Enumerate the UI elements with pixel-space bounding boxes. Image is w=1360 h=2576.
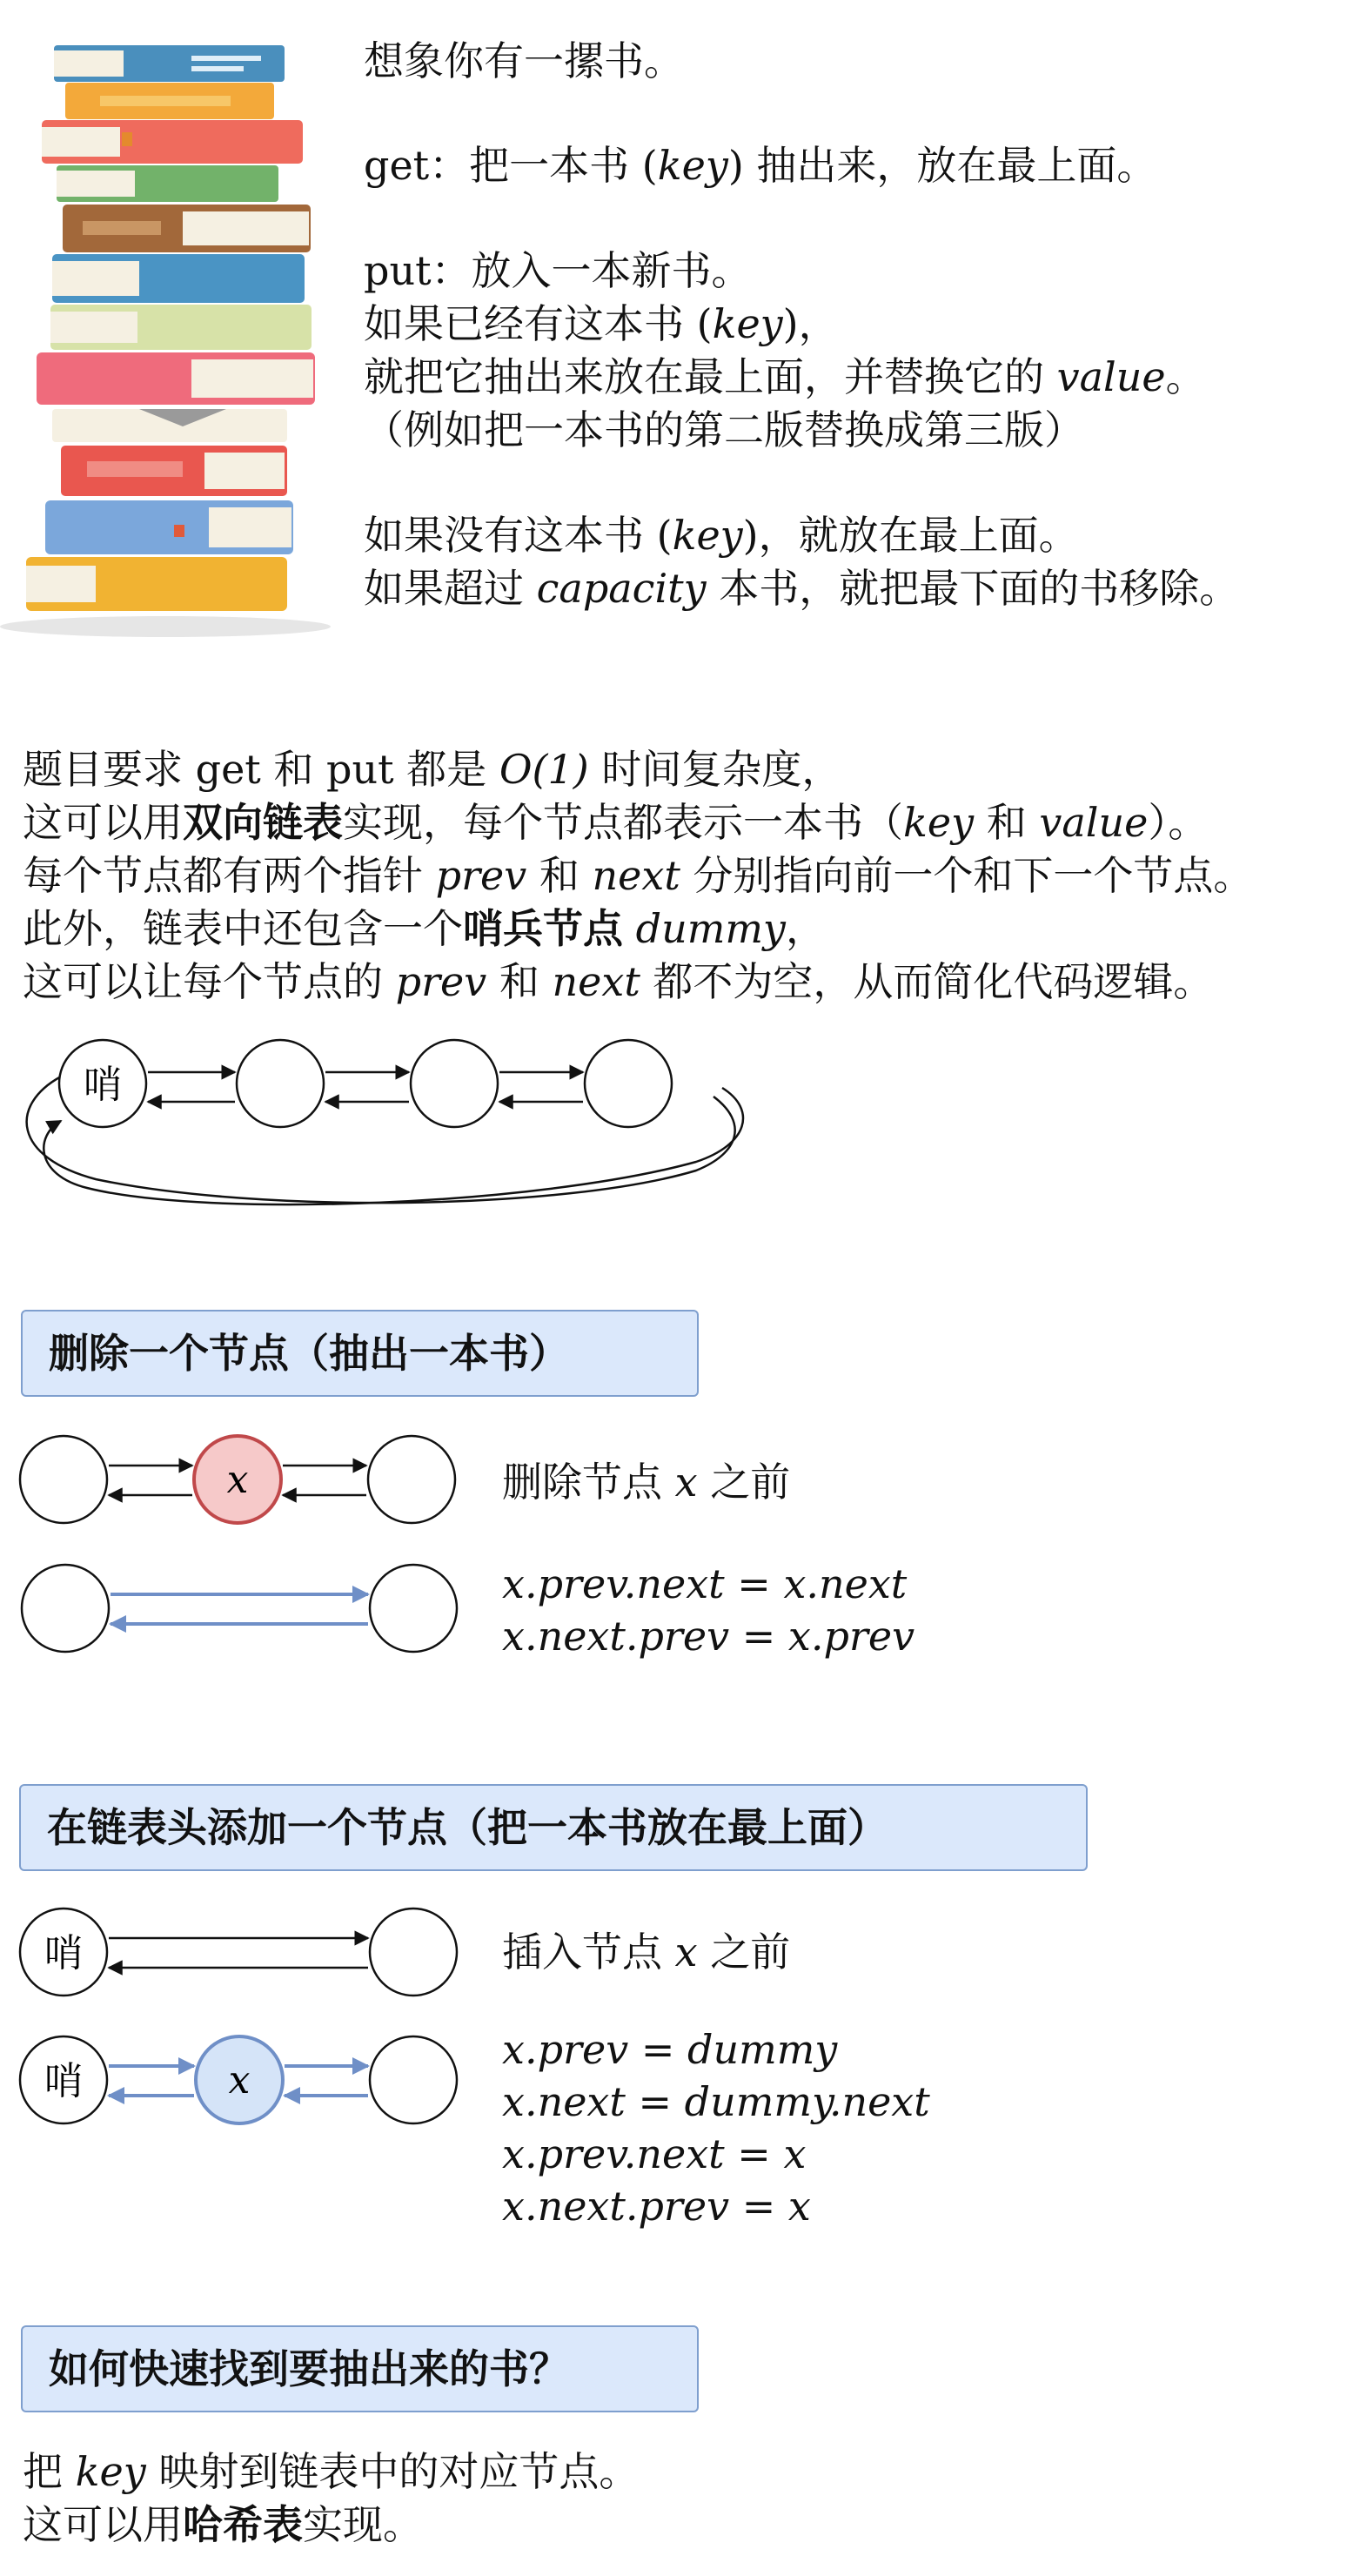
delete-before-caption: 删除节点 x 之前: [502, 1459, 791, 1506]
section-heading-insert: 在链表头添加一个节点（把一本书放在最上面）: [19, 1784, 1088, 1871]
explain-line-1: 题目要求 get 和 put 都是 O(1) 时间复杂度，: [23, 746, 842, 793]
intro-line-capacity: 如果超过 capacity 本书，就把最下面的书移除。: [364, 565, 1240, 612]
delete-before-diagram: [20, 1436, 455, 1523]
delete-after-diagram: [22, 1565, 457, 1652]
find-line-2: 这可以用哈希表实现。: [23, 2501, 423, 2548]
insert-equation-2: x.next = dummy.next: [502, 2078, 930, 2125]
intro-line-get: get：把一本书 (key) 抽出来，放在最上面。: [364, 142, 1157, 189]
list-node-3: [585, 1040, 672, 1127]
explain-line-4: 此外，链表中还包含一个哨兵节点 dummy，: [23, 905, 826, 952]
intro-line-example: （例如把一本书的第二版替换成第三版）: [364, 406, 1084, 453]
intro-line-1: 想象你有一摞书。: [364, 37, 684, 84]
insert-equation-3: x.prev.next = x: [502, 2130, 807, 2177]
insert-equation-1: x.prev = dummy: [502, 2026, 838, 2073]
explain-line-2: 这可以用双向链表实现，每个节点都表示一本书（key 和 value）。: [23, 799, 1209, 846]
node-x-label-2: x: [228, 2058, 251, 2103]
explain-line-5: 这可以让每个节点的 prev 和 next 都不为空，从而简化代码逻辑。: [23, 958, 1214, 1005]
section-heading-find: 如何快速找到要抽出来的书？: [21, 2325, 699, 2412]
node-x-label-1: x: [226, 1458, 249, 1502]
insert-before-caption: 插入节点 x 之前: [502, 1929, 791, 1976]
intro-line-exists: 如果已经有这本书 (key)，: [364, 300, 839, 347]
insert-before-diagram: [20, 1909, 457, 1996]
section-heading-delete: 删除一个节点（抽出一本书）: [21, 1310, 699, 1397]
sentinel-label-2: 哨: [44, 1931, 83, 1976]
explain-line-3: 每个节点都有两个指针 prev 和 next 分别指向前一个和下一个节点。: [23, 852, 1254, 899]
intro-line-not-exists: 如果没有这本书 (key)，就放在最上面。: [364, 512, 1079, 559]
delete-equation-1: x.prev.next = x.next: [502, 1560, 908, 1607]
sentinel-label-1: 哨: [84, 1063, 122, 1107]
insert-equation-4: x.next.prev = x: [502, 2183, 811, 2230]
circular-list-diagram: [27, 1040, 743, 1204]
list-node-1: [237, 1040, 324, 1127]
intro-line-put: put：放入一本新书。: [364, 247, 752, 294]
sentinel-label-3: 哨: [44, 2059, 83, 2103]
find-line-1: 把 key 映射到链表中的对应节点。: [23, 2448, 640, 2495]
list-node-2: [411, 1040, 498, 1127]
delete-equation-2: x.next.prev = x.prev: [502, 1613, 915, 1660]
insert-after-diagram: [20, 2036, 457, 2123]
intro-line-replace: 就把它抽出来放在最上面，并替换它的 value。: [364, 353, 1206, 400]
